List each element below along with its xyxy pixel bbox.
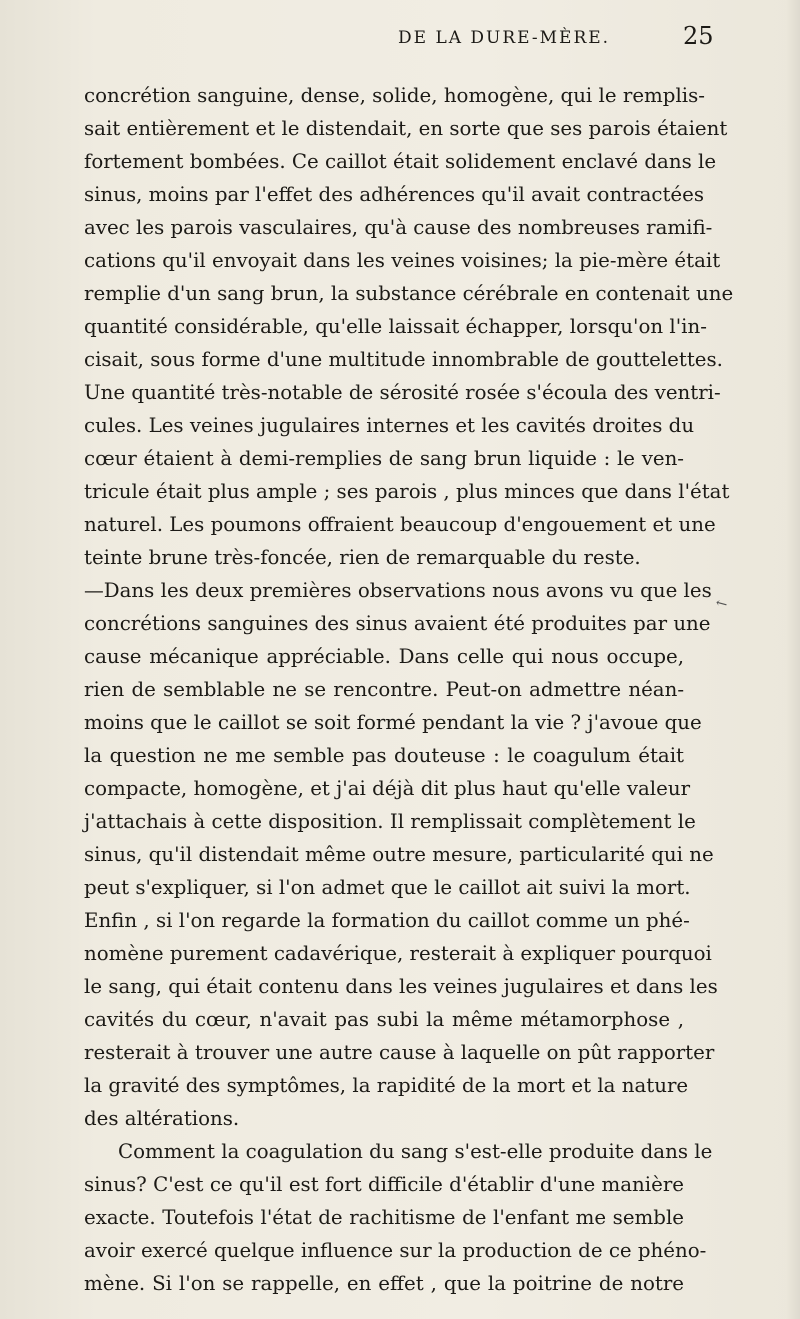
text-line: Enfin , si l'on regarde la formation du caillot comme un phé- (84, 909, 690, 932)
text-line: quantité considérable, qu'elle laissait échapper, lorsqu'on l'in- (84, 315, 707, 338)
text-line: tricule était plus ample ; ses parois , plus minces que dans l'état (84, 480, 730, 503)
text-line: moins que le caillot se soit formé pendant la vie ? j'avoue que (84, 711, 702, 734)
text-line: cations qu'il envoyait dans les veines voisines; la pie-mère était (84, 249, 721, 272)
text-line: le sang, qui était contenu dans les veines jugulaires et dans les (84, 975, 718, 998)
text-line: sinus, qu'il distendait même outre mesure, particularité qui ne (84, 843, 714, 866)
text-line: resterait à trouver une autre cause à laquelle on pût rapporter (84, 1041, 715, 1064)
text-line: sait entièrement et le distendait, en sorte que ses parois étaient (84, 117, 728, 140)
text-line: sinus? C'est ce qu'il est fort difficile d'établir d'une manière (84, 1173, 684, 1196)
body-text (84, 79, 734, 1300)
text-line: nomène purement cadavérique, resterait à expliquer pourquoi (84, 942, 712, 965)
text-line: concrétions sanguines des sinus avaient été produites par une (84, 612, 711, 635)
text-line: rien de semblable ne se rencontre. Peut-on admettre néan- (84, 678, 684, 701)
page-header (0, 22, 800, 62)
text-line: cules. Les veines jugulaires internes et les cavités droites du (84, 414, 695, 437)
text-line: fortement bombées. Ce caillot était solidement enclavé dans le (84, 150, 717, 173)
text-line: naturel. Les poumons offraient beaucoup d'engouement et une (84, 513, 716, 536)
text-line: remplie d'un sang brun, la substance cérébrale en contenait une (84, 282, 734, 305)
text-line: Une quantité très-notable de sérosité rosée s'écoula des ventri- (84, 381, 721, 404)
text-line: cisait, sous forme d'une multitude innombrable de gouttelettes. (84, 348, 723, 371)
text-line: Comment la coagulation du sang s'est-elle produite dans le (118, 1140, 713, 1163)
text-line: concrétion sanguine, dense, solide, homogène, qui le remplis- (84, 84, 705, 107)
text-line: —Dans les deux premières observations nous avons vu que les (84, 579, 712, 602)
text-line: peut s'expliquer, si l'on admet que le caillot ait suivi la mort. (84, 876, 691, 899)
text-line: teinte brune très-foncée, rien de remarquable du reste. (84, 546, 641, 569)
text-line: compacte, homogène, et j'ai déjà dit plus haut qu'elle valeur (84, 777, 691, 800)
page-number: 25 (683, 22, 714, 50)
text-line: cause mécanique appréciable. Dans celle qui nous occupe, (84, 645, 684, 668)
running-head: DE LA DURE-MÈRE. (398, 28, 611, 48)
text-line: cœur étaient à demi-remplies de sang brun liquide : le ven- (84, 447, 684, 470)
text-line: la gravité des symptômes, la rapidité de la mort et la nature (84, 1074, 689, 1097)
page-edge-shadow (786, 0, 800, 1319)
text-line: exacte. Toutefois l'état de rachitisme de l'enfant me semble (84, 1206, 684, 1229)
text-line: cavités du cœur, n'avait pas subi la même métamorphose , (84, 1008, 684, 1031)
text-line: avec les parois vasculaires, qu'à cause des nombreuses ramifi- (84, 216, 713, 239)
margin-mark: ↖ (712, 594, 731, 614)
text-line: la question ne me semble pas douteuse : le coagulum était (84, 744, 684, 767)
text-line: j'attachais à cette disposition. Il remplissait complètement le (84, 810, 696, 833)
text-line: mène. Si l'on se rappelle, en effet , que la poitrine de notre (84, 1272, 684, 1295)
text-line: des altérations. (84, 1107, 240, 1130)
text-line: sinus, moins par l'effet des adhérences qu'il avait contractées (84, 183, 704, 206)
text-line: avoir exercé quelque influence sur la production de ce phéno- (84, 1239, 707, 1262)
